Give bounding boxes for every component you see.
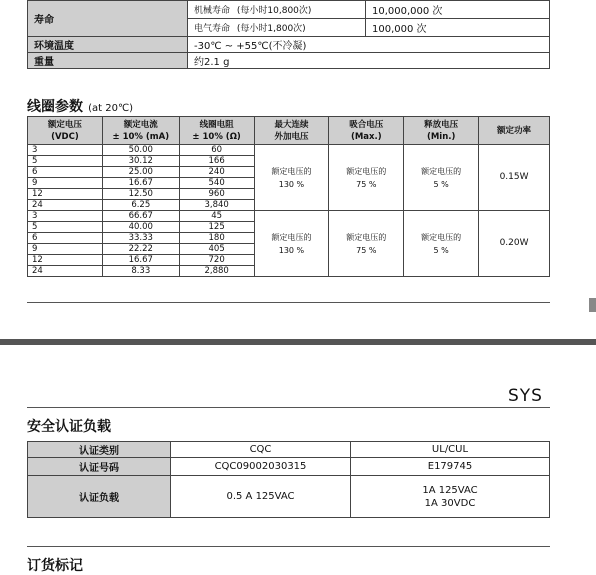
header-max-voltage: 最大连续 外加电压 — [254, 117, 329, 145]
release-cell: 额定电压的 5 % — [404, 145, 479, 211]
life-label: 寿命 — [28, 1, 188, 37]
section-band — [0, 339, 596, 345]
pickup-cell: 额定电压的 75 % — [329, 211, 404, 277]
resistance-cell: 960 — [179, 189, 254, 200]
temp-label: 环境温度 — [28, 37, 188, 53]
cert-cat-label: 认证类别 — [28, 442, 171, 458]
voltage-cell: 5 — [28, 222, 103, 233]
voltage-cell: 3 — [28, 145, 103, 156]
cert-load-cqc: 0.5 A 125VAC — [171, 476, 351, 518]
divider-line — [27, 302, 550, 303]
header-pickup: 吸合电压 (Max.) — [329, 117, 404, 145]
current-cell: 66.67 — [102, 211, 179, 222]
coil-row — [28, 145, 550, 156]
resistance-cell: 125 — [179, 222, 254, 233]
voltage-cell: 3 — [28, 211, 103, 222]
resistance-cell: 720 — [179, 255, 254, 266]
cert-table — [27, 441, 550, 518]
max-voltage-cell: 额定电压的 130 % — [254, 211, 329, 277]
header-resistance: 线圈电阻 ± 10% (Ω) — [179, 117, 254, 145]
voltage-cell: 9 — [28, 178, 103, 189]
cert-cat-cqc: CQC — [171, 442, 351, 458]
current-cell: 16.67 — [102, 255, 179, 266]
coil-row — [28, 211, 550, 222]
resistance-cell: 60 — [179, 145, 254, 156]
mech-life-value: 10,000,000 次 — [366, 1, 550, 19]
current-cell: 6.25 — [102, 200, 179, 211]
cert-load-label: 认证负载 — [28, 476, 171, 518]
current-cell: 30.12 — [102, 156, 179, 167]
cert-num-ul: E179745 — [351, 458, 550, 476]
current-cell: 33.33 — [102, 233, 179, 244]
voltage-cell: 12 — [28, 255, 103, 266]
voltage-cell: 9 — [28, 244, 103, 255]
current-cell: 16.67 — [102, 178, 179, 189]
current-cell: 8.33 — [102, 266, 179, 277]
cert-num-cqc: CQC09002030315 — [171, 458, 351, 476]
voltage-cell: 24 — [28, 200, 103, 211]
order-title: 订货标记 — [27, 558, 83, 574]
header-power: 额定功率 — [479, 117, 550, 145]
pickup-cell: 额定电压的 75 % — [329, 145, 404, 211]
resistance-cell: 240 — [179, 167, 254, 178]
resistance-cell: 45 — [179, 211, 254, 222]
cert-load-ul: 1A 125VAC 1A 30VDC — [351, 476, 550, 518]
current-cell: 25.00 — [102, 167, 179, 178]
voltage-cell: 6 — [28, 167, 103, 178]
order-rule — [27, 546, 550, 547]
current-cell: 12.50 — [102, 189, 179, 200]
voltage-cell: 6 — [28, 233, 103, 244]
elec-life-cond: (每小时1,800次) — [236, 24, 306, 34]
resistance-cell: 180 — [179, 233, 254, 244]
resistance-cell: 166 — [179, 156, 254, 167]
coil-title: 线圈参数 — [27, 99, 83, 115]
current-cell: 50.00 — [102, 145, 179, 156]
sys-label: SYS — [508, 386, 543, 406]
resistance-cell: 405 — [179, 244, 254, 255]
release-cell: 额定电压的 5 % — [404, 211, 479, 277]
elec-life-label: 电气寿命 — [194, 24, 231, 34]
current-cell: 22.22 — [102, 244, 179, 255]
power-cell: 0.20W — [479, 211, 550, 277]
temp-value: -30℃ ~ +55℃(不冷凝) — [188, 37, 550, 53]
header-voltage: 额定电压 (VDC) — [28, 117, 103, 145]
sys-rule — [27, 407, 550, 408]
voltage-cell: 5 — [28, 156, 103, 167]
resistance-cell: 2,880 — [179, 266, 254, 277]
mech-life-cell — [188, 1, 366, 19]
cert-title: 安全认证负载 — [27, 419, 111, 435]
weight-label: 重量 — [28, 53, 188, 69]
resistance-cell: 540 — [179, 178, 254, 189]
header-release: 释放电压 (Min.) — [404, 117, 479, 145]
mech-life-label: 机械寿命 — [194, 6, 231, 16]
spec-table — [27, 0, 550, 69]
current-cell: 40.00 — [102, 222, 179, 233]
voltage-cell: 24 — [28, 266, 103, 277]
power-cell: 0.15W — [479, 145, 550, 211]
cert-num-label: 认证号码 — [28, 458, 171, 476]
coil-title-note: (at 20℃) — [88, 103, 134, 114]
voltage-cell: 12 — [28, 189, 103, 200]
cert-cat-ul: UL/CUL — [351, 442, 550, 458]
resistance-cell: 3,840 — [179, 200, 254, 211]
mech-life-cond: (每小时10,800次) — [236, 6, 312, 16]
elec-life-cell — [188, 19, 366, 37]
max-voltage-cell: 额定电压的 130 % — [254, 145, 329, 211]
header-current: 额定电流 ± 10% (mA) — [102, 117, 179, 145]
coil-title-block — [27, 96, 133, 116]
weight-value: 约2.1 g — [188, 53, 550, 69]
elec-life-value: 100,000 次 — [366, 19, 550, 37]
edge-marker — [589, 298, 596, 312]
coil-table — [27, 116, 550, 277]
